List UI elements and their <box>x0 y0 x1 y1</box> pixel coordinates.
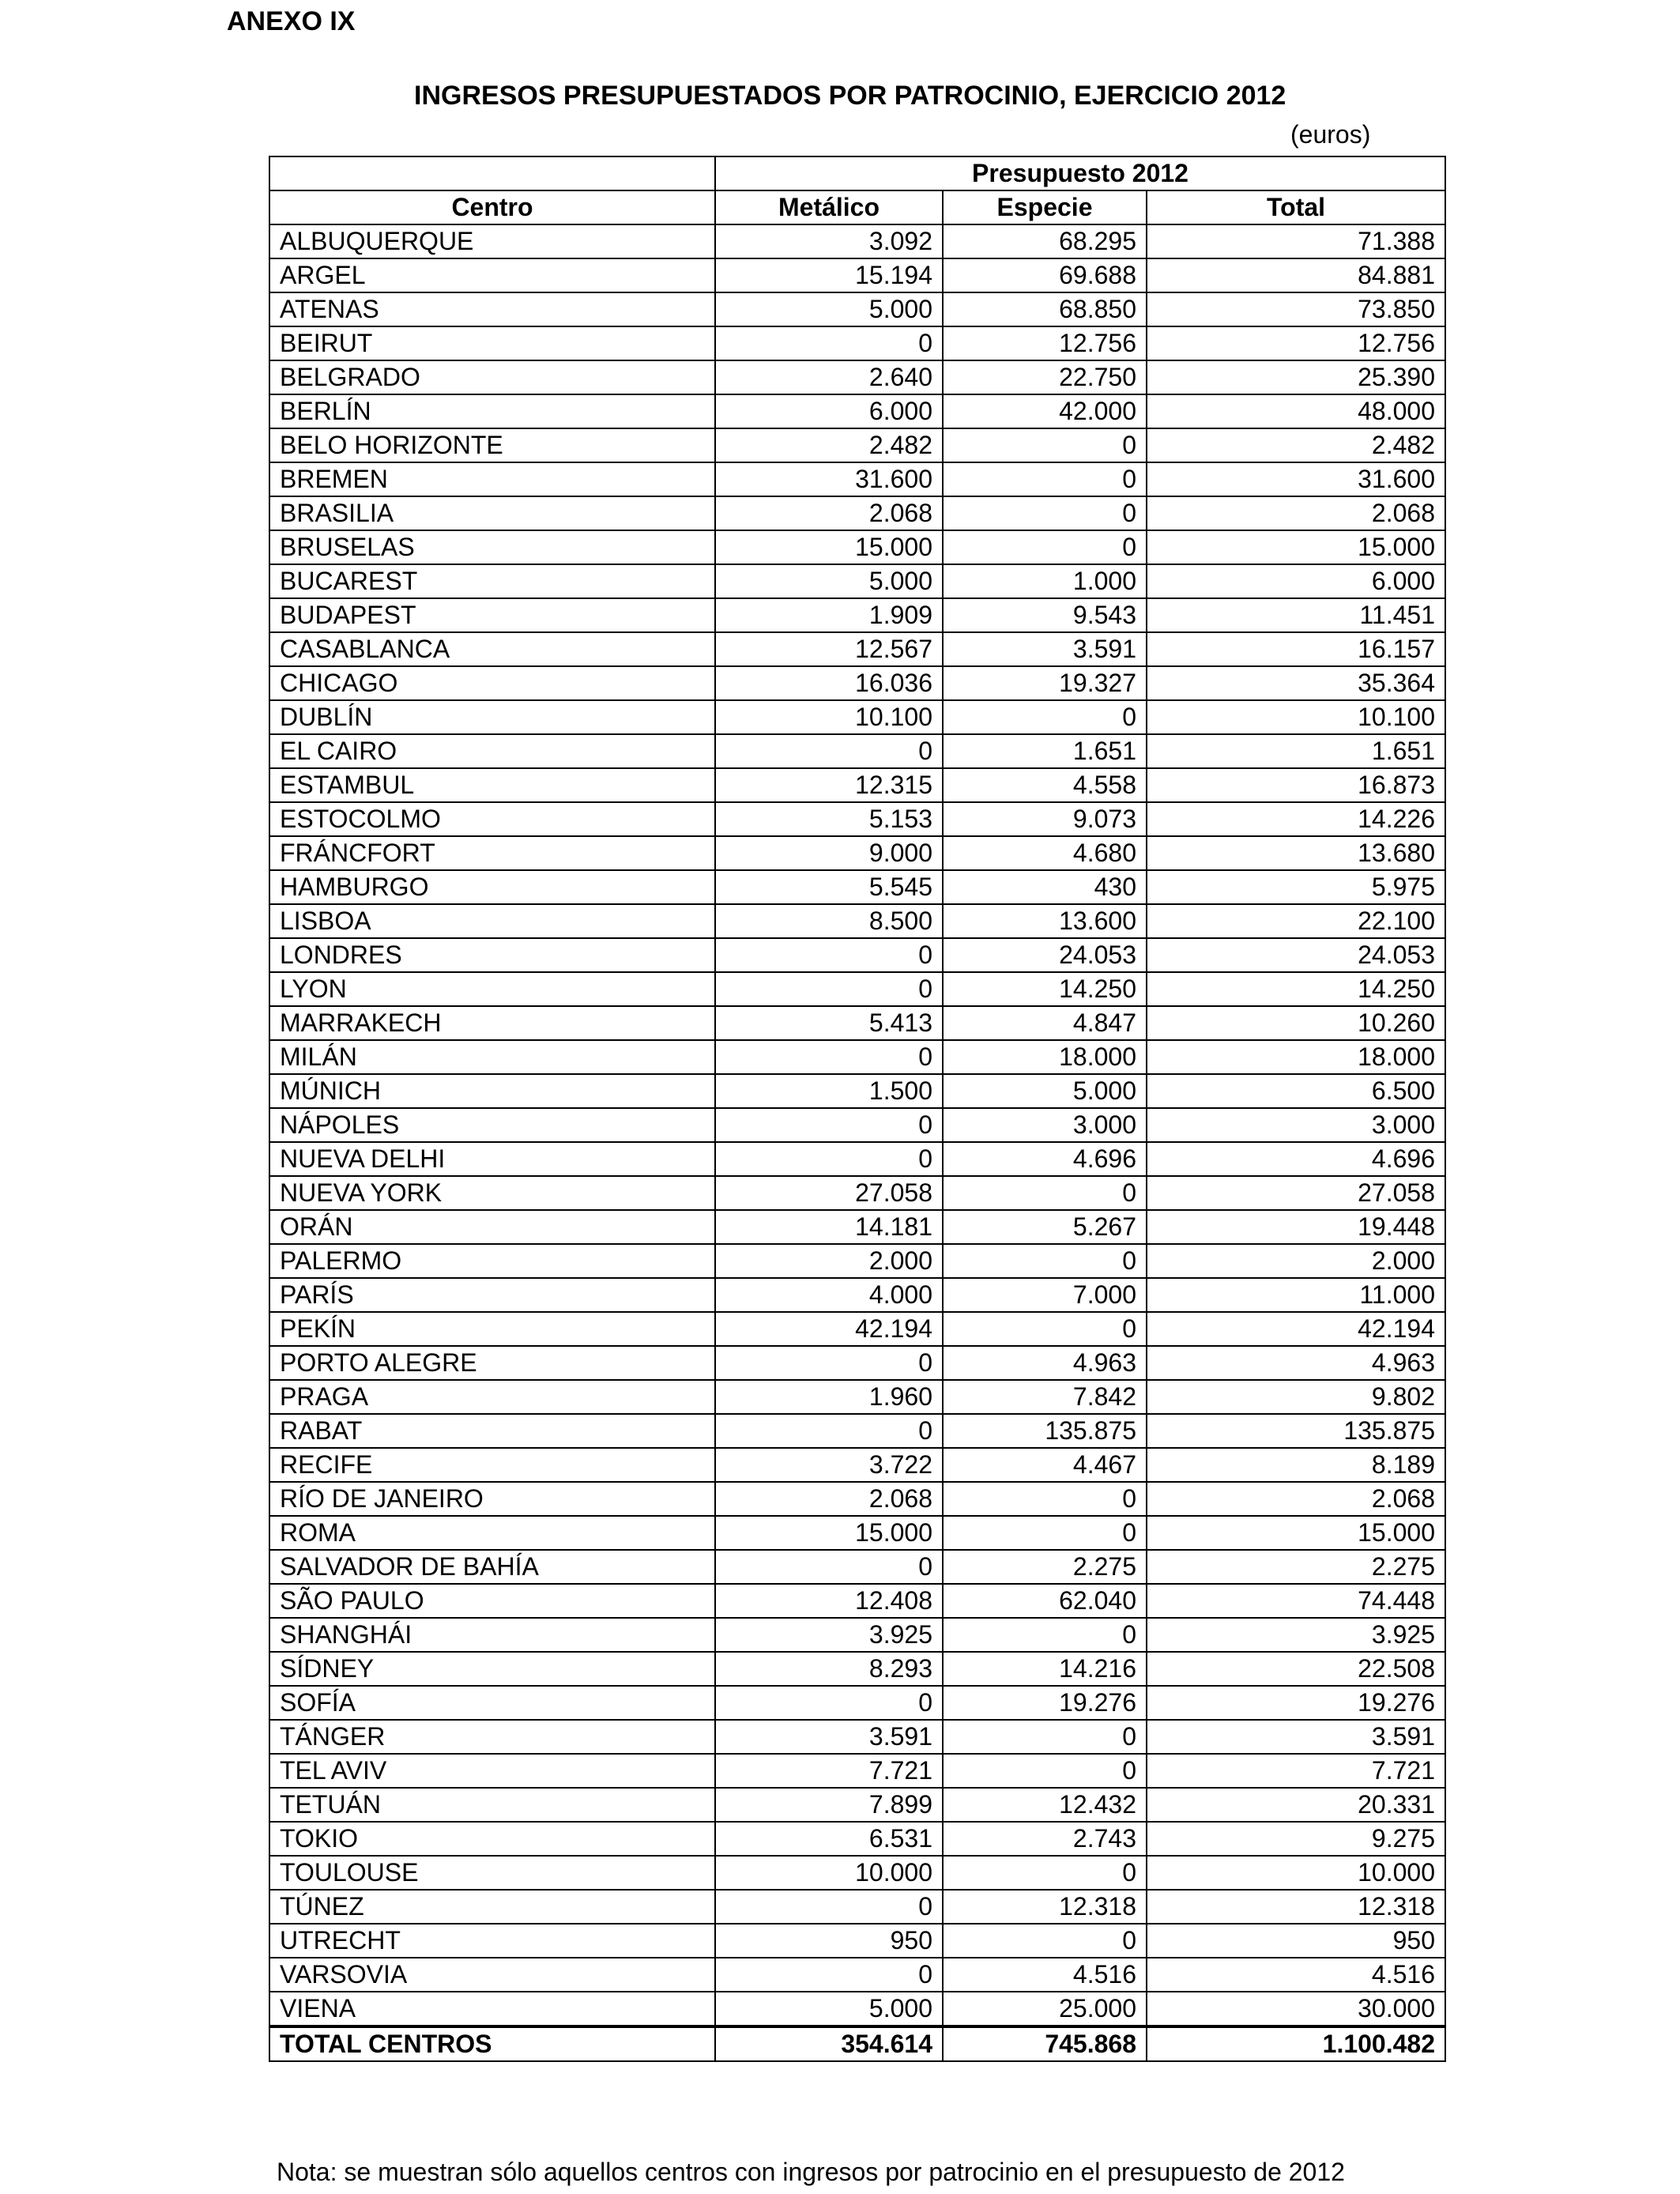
cell-centro: SOFÍA <box>269 1686 715 1720</box>
cell-metalico: 27.058 <box>715 1176 943 1210</box>
table-row <box>269 1992 1445 2026</box>
cell-especie: 68.295 <box>943 224 1147 258</box>
cell-total: 2.000 <box>1147 1244 1445 1278</box>
table-row <box>269 1788 1445 1822</box>
cell-metalico: 15.000 <box>715 1516 943 1550</box>
cell-especie: 0 <box>943 496 1147 530</box>
cell-especie: 5.267 <box>943 1210 1147 1244</box>
cell-centro: NUEVA DELHI <box>269 1142 715 1176</box>
table-row <box>269 1312 1445 1346</box>
table-row <box>269 666 1445 700</box>
cell-total: 16.873 <box>1147 768 1445 802</box>
table-row <box>269 1958 1445 1992</box>
budget-table <box>269 156 1446 2062</box>
unit-label: (euros) <box>1290 120 1371 149</box>
cell-total: 14.250 <box>1147 972 1445 1006</box>
cell-centro: RECIFE <box>269 1448 715 1482</box>
table-row <box>269 1686 1445 1720</box>
table-row <box>269 632 1445 666</box>
cell-total: 42.194 <box>1147 1312 1445 1346</box>
cell-metalico: 0 <box>715 1958 943 1992</box>
cell-total: 22.100 <box>1147 904 1445 938</box>
cell-especie: 14.250 <box>943 972 1147 1006</box>
table-header-row <box>269 190 1445 224</box>
cell-centro: NUEVA YORK <box>269 1176 715 1210</box>
cell-centro: BELO HORIZONTE <box>269 428 715 462</box>
cell-metalico: 2.640 <box>715 360 943 394</box>
cell-metalico: 1.909 <box>715 598 943 632</box>
cell-total: 6.000 <box>1147 564 1445 598</box>
cell-total: 12.756 <box>1147 326 1445 360</box>
cell-centro: SÍDNEY <box>269 1652 715 1686</box>
cell-centro: NÁPOLES <box>269 1108 715 1142</box>
cell-especie: 0 <box>943 1312 1147 1346</box>
cell-centro: LYON <box>269 972 715 1006</box>
cell-centro: ATENAS <box>269 292 715 326</box>
cell-metalico: 1.500 <box>715 1074 943 1108</box>
cell-metalico: 2.482 <box>715 428 943 462</box>
cell-total: 5.975 <box>1147 870 1445 904</box>
table-row <box>269 1346 1445 1380</box>
cell-metalico: 0 <box>715 1108 943 1142</box>
cell-total: 10.100 <box>1147 700 1445 734</box>
cell-centro: ALBUQUERQUE <box>269 224 715 258</box>
table-row <box>269 258 1445 292</box>
table-row <box>269 1040 1445 1074</box>
table-row <box>269 802 1445 836</box>
table-row <box>269 938 1445 972</box>
cell-especie: 1.651 <box>943 734 1147 768</box>
table-row <box>269 326 1445 360</box>
cell-metalico: 950 <box>715 1924 943 1958</box>
cell-centro: BERLÍN <box>269 394 715 428</box>
cell-total: 20.331 <box>1147 1788 1445 1822</box>
cell-centro: HAMBURGO <box>269 870 715 904</box>
cell-especie: 0 <box>943 462 1147 496</box>
cell-centro: BEIRUT <box>269 326 715 360</box>
table-row <box>269 700 1445 734</box>
cell-especie: 135.875 <box>943 1414 1147 1448</box>
cell-total: 4.516 <box>1147 1958 1445 1992</box>
cell-especie: 0 <box>943 1516 1147 1550</box>
total-sum: 1.100.482 <box>1147 2026 1445 2061</box>
cell-especie: 4.558 <box>943 768 1147 802</box>
table-row <box>269 564 1445 598</box>
cell-especie: 9.543 <box>943 598 1147 632</box>
table-row <box>269 972 1445 1006</box>
cell-centro: BELGRADO <box>269 360 715 394</box>
cell-total: 9.802 <box>1147 1380 1445 1414</box>
cell-total: 74.448 <box>1147 1584 1445 1618</box>
cell-total: 19.448 <box>1147 1210 1445 1244</box>
cell-especie: 12.318 <box>943 1890 1147 1924</box>
cell-metalico: 5.153 <box>715 802 943 836</box>
cell-total: 11.451 <box>1147 598 1445 632</box>
cell-metalico: 3.722 <box>715 1448 943 1482</box>
header-metalico: Metálico <box>715 190 943 224</box>
cell-total: 950 <box>1147 1924 1445 1958</box>
cell-especie: 12.432 <box>943 1788 1147 1822</box>
table-row <box>269 394 1445 428</box>
cell-total: 9.275 <box>1147 1822 1445 1856</box>
cell-total: 2.068 <box>1147 496 1445 530</box>
cell-metalico: 6.000 <box>715 394 943 428</box>
cell-metalico: 0 <box>715 1346 943 1380</box>
table-row <box>269 1380 1445 1414</box>
table-row <box>269 1006 1445 1040</box>
cell-total: 10.260 <box>1147 1006 1445 1040</box>
table-row <box>269 1720 1445 1754</box>
cell-metalico: 6.531 <box>715 1822 943 1856</box>
cell-especie: 3.000 <box>943 1108 1147 1142</box>
cell-total: 12.318 <box>1147 1890 1445 1924</box>
cell-total: 48.000 <box>1147 394 1445 428</box>
cell-metalico: 0 <box>715 1550 943 1584</box>
cell-metalico: 0 <box>715 938 943 972</box>
cell-total: 15.000 <box>1147 530 1445 564</box>
cell-total: 30.000 <box>1147 1992 1445 2026</box>
cell-especie: 4.680 <box>943 836 1147 870</box>
table-row <box>269 1176 1445 1210</box>
cell-centro: PALERMO <box>269 1244 715 1278</box>
table-row <box>269 1278 1445 1312</box>
table-row <box>269 1074 1445 1108</box>
cell-metalico: 0 <box>715 1890 943 1924</box>
cell-metalico: 2.068 <box>715 1482 943 1516</box>
cell-metalico: 0 <box>715 326 943 360</box>
cell-especie: 24.053 <box>943 938 1147 972</box>
cell-centro: SHANGHÁI <box>269 1618 715 1652</box>
cell-especie: 18.000 <box>943 1040 1147 1074</box>
annex-label: ANEXO IX <box>227 6 356 36</box>
table-row <box>269 1244 1445 1278</box>
cell-metalico: 0 <box>715 1414 943 1448</box>
cell-centro: ESTAMBUL <box>269 768 715 802</box>
table-row <box>269 360 1445 394</box>
cell-total: 2.482 <box>1147 428 1445 462</box>
cell-centro: ROMA <box>269 1516 715 1550</box>
cell-especie: 3.591 <box>943 632 1147 666</box>
cell-metalico: 15.000 <box>715 530 943 564</box>
cell-especie: 19.327 <box>943 666 1147 700</box>
cell-metalico: 2.068 <box>715 496 943 530</box>
cell-metalico: 0 <box>715 972 943 1006</box>
cell-total: 2.068 <box>1147 1482 1445 1516</box>
total-label: TOTAL CENTROS <box>269 2026 715 2061</box>
cell-centro: UTRECHT <box>269 1924 715 1958</box>
table-row <box>269 1482 1445 1516</box>
table-row <box>269 1822 1445 1856</box>
cell-total: 3.591 <box>1147 1720 1445 1754</box>
cell-centro: VARSOVIA <box>269 1958 715 1992</box>
cell-metalico: 8.293 <box>715 1652 943 1686</box>
cell-total: 22.508 <box>1147 1652 1445 1686</box>
cell-total: 15.000 <box>1147 1516 1445 1550</box>
table-row <box>269 1618 1445 1652</box>
cell-centro: BRASILIA <box>269 496 715 530</box>
cell-especie: 4.467 <box>943 1448 1147 1482</box>
cell-centro: TÁNGER <box>269 1720 715 1754</box>
cell-metalico: 3.591 <box>715 1720 943 1754</box>
cell-especie: 0 <box>943 1618 1147 1652</box>
cell-total: 3.925 <box>1147 1618 1445 1652</box>
cell-centro: BRUSELAS <box>269 530 715 564</box>
cell-especie: 0 <box>943 530 1147 564</box>
cell-centro: LONDRES <box>269 938 715 972</box>
cell-centro: PEKÍN <box>269 1312 715 1346</box>
cell-centro: ORÁN <box>269 1210 715 1244</box>
cell-especie: 7.842 <box>943 1380 1147 1414</box>
cell-centro: BUCAREST <box>269 564 715 598</box>
cell-especie: 25.000 <box>943 1992 1147 2026</box>
table-body <box>269 224 1445 2026</box>
table-row <box>269 1210 1445 1244</box>
cell-especie: 69.688 <box>943 258 1147 292</box>
cell-centro: DUBLÍN <box>269 700 715 734</box>
table-row <box>269 1550 1445 1584</box>
cell-metalico: 5.000 <box>715 564 943 598</box>
cell-total: 35.364 <box>1147 666 1445 700</box>
cell-metalico: 9.000 <box>715 836 943 870</box>
table-row <box>269 462 1445 496</box>
cell-metalico: 5.545 <box>715 870 943 904</box>
cell-especie: 1.000 <box>943 564 1147 598</box>
cell-total: 4.963 <box>1147 1346 1445 1380</box>
cell-especie: 5.000 <box>943 1074 1147 1108</box>
cell-metalico: 8.500 <box>715 904 943 938</box>
cell-especie: 62.040 <box>943 1584 1147 1618</box>
footnote: Nota: se muestran sólo aquellos centros con ingresos por patrocinio en el presupuesto de 2012 <box>277 2158 1345 2186</box>
cell-total: 25.390 <box>1147 360 1445 394</box>
header-presupuesto: Presupuesto 2012 <box>715 156 1445 190</box>
cell-centro: VIENA <box>269 1992 715 2026</box>
cell-total: 31.600 <box>1147 462 1445 496</box>
cell-especie: 4.696 <box>943 1142 1147 1176</box>
cell-centro: TÚNEZ <box>269 1890 715 1924</box>
cell-metalico: 4.000 <box>715 1278 943 1312</box>
cell-especie: 0 <box>943 1244 1147 1278</box>
cell-total: 18.000 <box>1147 1040 1445 1074</box>
table-row <box>269 292 1445 326</box>
cell-total: 10.000 <box>1147 1856 1445 1890</box>
table-row <box>269 224 1445 258</box>
cell-total: 1.651 <box>1147 734 1445 768</box>
cell-total: 16.157 <box>1147 632 1445 666</box>
cell-metalico: 3.925 <box>715 1618 943 1652</box>
cell-especie: 0 <box>943 1924 1147 1958</box>
table-group-header-row <box>269 156 1445 190</box>
cell-total: 73.850 <box>1147 292 1445 326</box>
cell-especie: 0 <box>943 700 1147 734</box>
header-especie: Especie <box>943 190 1147 224</box>
cell-total: 84.881 <box>1147 258 1445 292</box>
cell-centro: PORTO ALEGRE <box>269 1346 715 1380</box>
cell-centro: ARGEL <box>269 258 715 292</box>
cell-metalico: 31.600 <box>715 462 943 496</box>
cell-metalico: 7.899 <box>715 1788 943 1822</box>
cell-centro: RABAT <box>269 1414 715 1448</box>
table-row <box>269 1652 1445 1686</box>
cell-centro: LISBOA <box>269 904 715 938</box>
cell-centro: SALVADOR DE BAHÍA <box>269 1550 715 1584</box>
cell-centro: BREMEN <box>269 462 715 496</box>
cell-metalico: 12.408 <box>715 1584 943 1618</box>
table-row <box>269 1924 1445 1958</box>
table-row <box>269 1414 1445 1448</box>
cell-total: 135.875 <box>1147 1414 1445 1448</box>
cell-especie: 12.756 <box>943 326 1147 360</box>
table-row <box>269 428 1445 462</box>
header-total: Total <box>1147 190 1445 224</box>
cell-especie: 0 <box>943 1482 1147 1516</box>
cell-metalico: 15.194 <box>715 258 943 292</box>
cell-centro: MARRAKECH <box>269 1006 715 1040</box>
cell-especie: 7.000 <box>943 1278 1147 1312</box>
header-empty-cell <box>269 156 715 190</box>
table-row <box>269 1448 1445 1482</box>
cell-centro: TOKIO <box>269 1822 715 1856</box>
table-row <box>269 904 1445 938</box>
cell-especie: 0 <box>943 1176 1147 1210</box>
cell-especie: 42.000 <box>943 394 1147 428</box>
table-row <box>269 1856 1445 1890</box>
cell-metalico: 0 <box>715 1040 943 1074</box>
total-especie: 745.868 <box>943 2026 1147 2061</box>
cell-centro: TETUÁN <box>269 1788 715 1822</box>
cell-especie: 4.516 <box>943 1958 1147 1992</box>
cell-metalico: 1.960 <box>715 1380 943 1414</box>
cell-total: 4.696 <box>1147 1142 1445 1176</box>
cell-metalico: 16.036 <box>715 666 943 700</box>
cell-metalico: 42.194 <box>715 1312 943 1346</box>
cell-total: 71.388 <box>1147 224 1445 258</box>
cell-especie: 2.743 <box>943 1822 1147 1856</box>
cell-total: 8.189 <box>1147 1448 1445 1482</box>
cell-especie: 0 <box>943 1720 1147 1754</box>
table-row <box>269 836 1445 870</box>
cell-total: 13.680 <box>1147 836 1445 870</box>
cell-total: 19.276 <box>1147 1686 1445 1720</box>
cell-centro: FRÁNCFORT <box>269 836 715 870</box>
cell-centro: PARÍS <box>269 1278 715 1312</box>
total-row <box>269 2026 1445 2061</box>
cell-metalico: 5.000 <box>715 1992 943 2026</box>
cell-total: 11.000 <box>1147 1278 1445 1312</box>
cell-especie: 14.216 <box>943 1652 1147 1686</box>
cell-metalico: 2.000 <box>715 1244 943 1278</box>
cell-especie: 2.275 <box>943 1550 1147 1584</box>
cell-total: 27.058 <box>1147 1176 1445 1210</box>
cell-metalico: 12.315 <box>715 768 943 802</box>
table-row <box>269 496 1445 530</box>
table-row <box>269 1108 1445 1142</box>
cell-metalico: 10.000 <box>715 1856 943 1890</box>
cell-especie: 0 <box>943 1856 1147 1890</box>
cell-total: 7.721 <box>1147 1754 1445 1788</box>
table-row <box>269 1754 1445 1788</box>
table-row <box>269 1516 1445 1550</box>
table-row <box>269 768 1445 802</box>
cell-centro: TOULOUSE <box>269 1856 715 1890</box>
cell-centro: RÍO DE JANEIRO <box>269 1482 715 1516</box>
cell-metalico: 14.181 <box>715 1210 943 1244</box>
cell-especie: 4.963 <box>943 1346 1147 1380</box>
cell-metalico: 12.567 <box>715 632 943 666</box>
cell-metalico: 3.092 <box>715 224 943 258</box>
cell-centro: ESTOCOLMO <box>269 802 715 836</box>
cell-centro: MÚNICH <box>269 1074 715 1108</box>
cell-centro: EL CAIRO <box>269 734 715 768</box>
cell-centro: PRAGA <box>269 1380 715 1414</box>
cell-especie: 19.276 <box>943 1686 1147 1720</box>
cell-total: 2.275 <box>1147 1550 1445 1584</box>
page-title: INGRESOS PRESUPUESTADOS POR PATROCINIO, EJERCICIO 2012 <box>414 81 1286 111</box>
cell-metalico: 10.100 <box>715 700 943 734</box>
cell-metalico: 0 <box>715 1686 943 1720</box>
cell-especie: 9.073 <box>943 802 1147 836</box>
table-row <box>269 870 1445 904</box>
cell-centro: TEL AVIV <box>269 1754 715 1788</box>
cell-metalico: 0 <box>715 734 943 768</box>
cell-metalico: 5.000 <box>715 292 943 326</box>
table-row <box>269 1584 1445 1618</box>
cell-especie: 430 <box>943 870 1147 904</box>
cell-metalico: 7.721 <box>715 1754 943 1788</box>
cell-metalico: 0 <box>715 1142 943 1176</box>
cell-metalico: 5.413 <box>715 1006 943 1040</box>
total-metalico: 354.614 <box>715 2026 943 2061</box>
cell-especie: 68.850 <box>943 292 1147 326</box>
table-row <box>269 530 1445 564</box>
cell-total: 14.226 <box>1147 802 1445 836</box>
cell-centro: SÃO PAULO <box>269 1584 715 1618</box>
cell-especie: 4.847 <box>943 1006 1147 1040</box>
table-row <box>269 1142 1445 1176</box>
table-row <box>269 734 1445 768</box>
cell-centro: CASABLANCA <box>269 632 715 666</box>
cell-centro: CHICAGO <box>269 666 715 700</box>
cell-especie: 0 <box>943 428 1147 462</box>
cell-centro: BUDAPEST <box>269 598 715 632</box>
cell-especie: 22.750 <box>943 360 1147 394</box>
table-row <box>269 1890 1445 1924</box>
cell-especie: 13.600 <box>943 904 1147 938</box>
cell-centro: MILÁN <box>269 1040 715 1074</box>
cell-especie: 0 <box>943 1754 1147 1788</box>
cell-total: 24.053 <box>1147 938 1445 972</box>
cell-total: 6.500 <box>1147 1074 1445 1108</box>
table-row <box>269 598 1445 632</box>
header-centro: Centro <box>269 190 715 224</box>
cell-total: 3.000 <box>1147 1108 1445 1142</box>
